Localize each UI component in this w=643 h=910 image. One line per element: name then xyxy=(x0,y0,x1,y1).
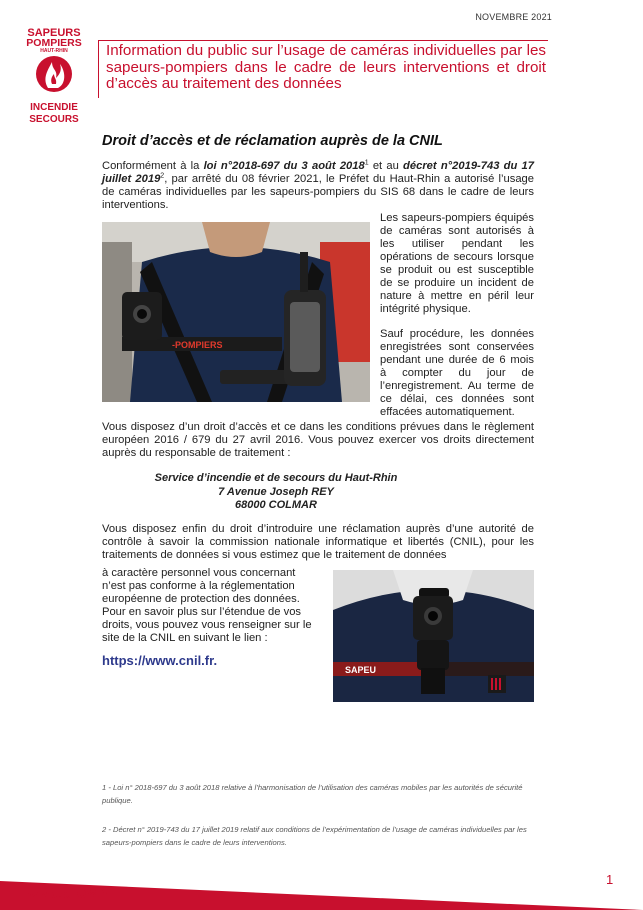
usage-paragraph: Les sapeurs-pompiers équipés de caméras sont autorisés à les utiliser pendant les opérations de secours lorsque se produit ou est susceptible de se produire un incident de nature à mettre en péril leur intégrité physique. xyxy=(380,212,534,315)
photo1-vest-label: -POMPIERS xyxy=(172,340,223,350)
address-organisation: Service d’incendie et de secours du Haut-Rhin xyxy=(154,472,398,484)
rank-insignia-icon xyxy=(488,675,506,693)
body-camera-icon xyxy=(122,292,162,340)
cnil-link[interactable]: https://www.cnil.fr. xyxy=(102,653,218,668)
intro-text-c: , par arrêté du 08 février 2021, le Préfet du Haut-Rhin a autorisé l’usage de caméras individuelles par les sapeurs-pompiers du SIS 68 dans le cadre de leurs interventions. xyxy=(102,173,534,211)
page-number: 1 xyxy=(606,872,614,887)
footnote-1: 1 - Loi n° 2018-697 du 3 août 2018 relative à l’harmonisation de l’utilisation des caméras mobiles par les autorités de sécurité publique. xyxy=(102,783,523,805)
logo-line3: HAUT-RHIN xyxy=(40,48,68,54)
postal-address xyxy=(102,472,450,513)
intro-text-a: Conformément à la xyxy=(102,160,204,172)
sdis68-logo xyxy=(26,26,82,128)
title-frame xyxy=(98,40,548,95)
document-date: NOVEMBRE 2021 xyxy=(475,12,552,22)
law-reference: loi n°2018-697 du 3 août 2018 xyxy=(203,160,365,172)
title-top-rule xyxy=(98,40,548,41)
access-rights-paragraph: Vous disposez d’un droit d’accès et ce dans les conditions prévues dans le règlement européen 2016 / 679 du 27 avril 2016. Vous pouvez exercer vos droits directement auprès du responsable de traitement : xyxy=(102,421,534,459)
logo-line4: INCENDIE xyxy=(30,102,78,113)
footnote-ref-2: 2 xyxy=(160,172,165,180)
decree-reference: décret n°2019-743 du 17 juillet 2019 xyxy=(102,160,534,185)
logo-line5: SECOURS xyxy=(29,114,79,125)
section-heading: Droit d’accès et de réclamation auprès de la CNIL xyxy=(102,133,443,149)
footnote-ref-1: 1 xyxy=(364,159,369,167)
address-street: 7 Avenue Joseph REY xyxy=(218,485,334,498)
complaint-paragraph: Vous disposez enfin du droit d’introduire une réclamation auprès d’une autorité de contrôle à savoir la commission nationale informatique et libertés (CNIL), pour les traitements de données si vous estimez que le traitement de données xyxy=(102,523,534,561)
intro-paragraph xyxy=(102,160,534,212)
uniform-camera-photo xyxy=(333,570,534,702)
footer-website[interactable]: www.sdis68.fr xyxy=(28,887,109,901)
flame-emblem-icon xyxy=(36,56,72,92)
page-title: Information du public sur l’usage de caméras individuelles par les sapeurs-pompiers dans le cadre de leurs interventions et droit d’accès au traitement des données xyxy=(106,42,546,92)
firefighter-camera-photo xyxy=(102,222,370,402)
title-left-rule xyxy=(98,40,99,98)
complaint-paragraph-continued: à caractère personnel vous concernant n’est pas conforme à la réglementation européenne de protection des données. Pour en savoir plus sur l’étendue de vos droits, vous pouvez vous renseigner sur le site de la CNIL en suivant le lien : xyxy=(102,567,312,644)
logo-line2: POMPIERS xyxy=(26,37,82,49)
address-city: 68000 COLMAR xyxy=(235,499,317,511)
intro-text-b: et au xyxy=(368,160,404,172)
logo-line1: SAPEURS xyxy=(27,27,81,39)
photo2-vest-label: SAPEU xyxy=(345,665,377,675)
footnote-2: 2 - Décret n° 2019-743 du 17 juillet 2019 relatif aux conditions de l’expérimentation de l’usage de caméras individuelles par les sapeurs-pompiers dans le cadre de leurs interventions. xyxy=(102,825,527,847)
retention-paragraph: Sauf procédure, les données enregistrées sont conservées pendant une durée de 6 mois à compter du jour de l’enregistrement. Au terme de ce délai, ces données sont effacées automatiquement. xyxy=(380,328,534,418)
